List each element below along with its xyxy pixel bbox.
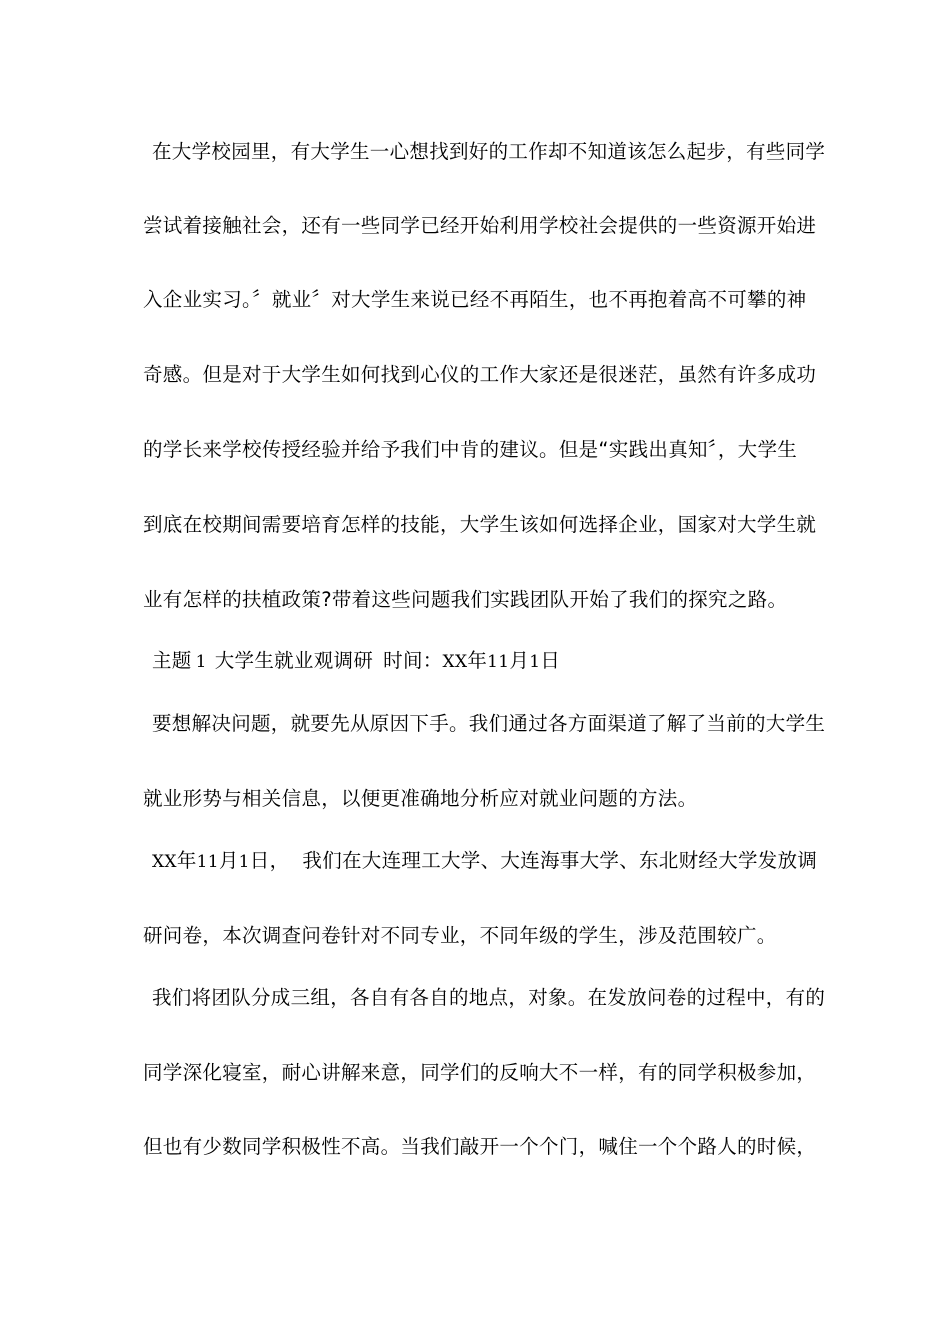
topic-date-day: 1 [529, 652, 541, 672]
paragraph-1-line-4: 奇感。但是对于大学生如何找到心仪的工作大家还是很迷茫，虽然有许多成功 [143, 363, 817, 386]
paragraph-3-date-day: 1 [238, 852, 250, 872]
paragraph-1-line-7: 业有怎样的扶植政策?带着这些问题我们实践团队开始了我们的探究之路。 [143, 588, 788, 611]
paragraph-1-line-2: 尝试着接触社会，还有一些同学已经开始利用学校社会提供的一些资源开始进 [143, 214, 817, 237]
topic-title: 大学生就业观调研 [214, 649, 374, 672]
paragraph-3-line-1 [152, 848, 822, 875]
paragraph-1-line-6: 到底在校期间需要培育怎样的技能，大学生该如何选择企业，国家对大学生就 [143, 513, 817, 536]
paragraph-4-line-2: 同学深化寝室，耐心讲解来意，同学们的反响大不一样，有的同学积极参加， [143, 1061, 817, 1084]
paragraph-1-line-5: 的学长来学校传授经验并给予我们中肯的建议。但是“实践出真知〞，大学生 [143, 438, 798, 461]
paragraph-2-line-1: 要想解决问题，就要先从原因下手。我们通过各方面渠道了解了当前的大学生 [152, 712, 826, 735]
topic-date-yue: 月 [509, 649, 530, 672]
paragraph-3-date-nian: 年 [176, 849, 197, 872]
topic-prefix: 主题 [152, 649, 192, 672]
paragraph-3-date-xx: XX [152, 852, 177, 872]
paragraph-3-line-2: 研问卷，本次调查问卷针对不同专业，不同年级的学生，涉及范围较广。 [143, 924, 777, 947]
topic-number: 1 [195, 652, 207, 672]
topic-time-label: 时间： [383, 649, 443, 672]
topic-date-xx: XX [442, 652, 468, 672]
paragraph-2-line-2: 就业形势与相关信息，以便更准确地分析应对就业问题的方法。 [143, 787, 698, 810]
topic-line [152, 648, 822, 675]
topic-date-ri: 日 [540, 649, 561, 672]
paragraph-4-line-1: 我们将团队分成三组，各自有各自的地点，对象。在发放问卷的过程中，有的 [152, 986, 826, 1009]
topic-date-month: 11 [487, 652, 510, 672]
paragraph-3-date-yue: 月 [218, 849, 239, 872]
topic-date-nian: 年 [467, 649, 488, 672]
paragraph-3-date-month: 11 [196, 852, 219, 872]
paragraph-3-text: 日， 我们在大连理工大学、大连海事大学、东北财经大学发放调 [249, 849, 818, 872]
paragraph-1-line-3: 入企业实习。〞就业〞对大学生来说已经不再陌生，也不再抱着高不可攀的神 [143, 288, 807, 311]
paragraph-4-line-3: 但也有少数同学积极性不高。当我们敲开一个个门，喊住一个个路人的时候， [143, 1135, 817, 1158]
paragraph-1-line-1: 在大学校园里，有大学生一心想找到好的工作却不知道该怎么起步，有些同学 [152, 140, 826, 163]
